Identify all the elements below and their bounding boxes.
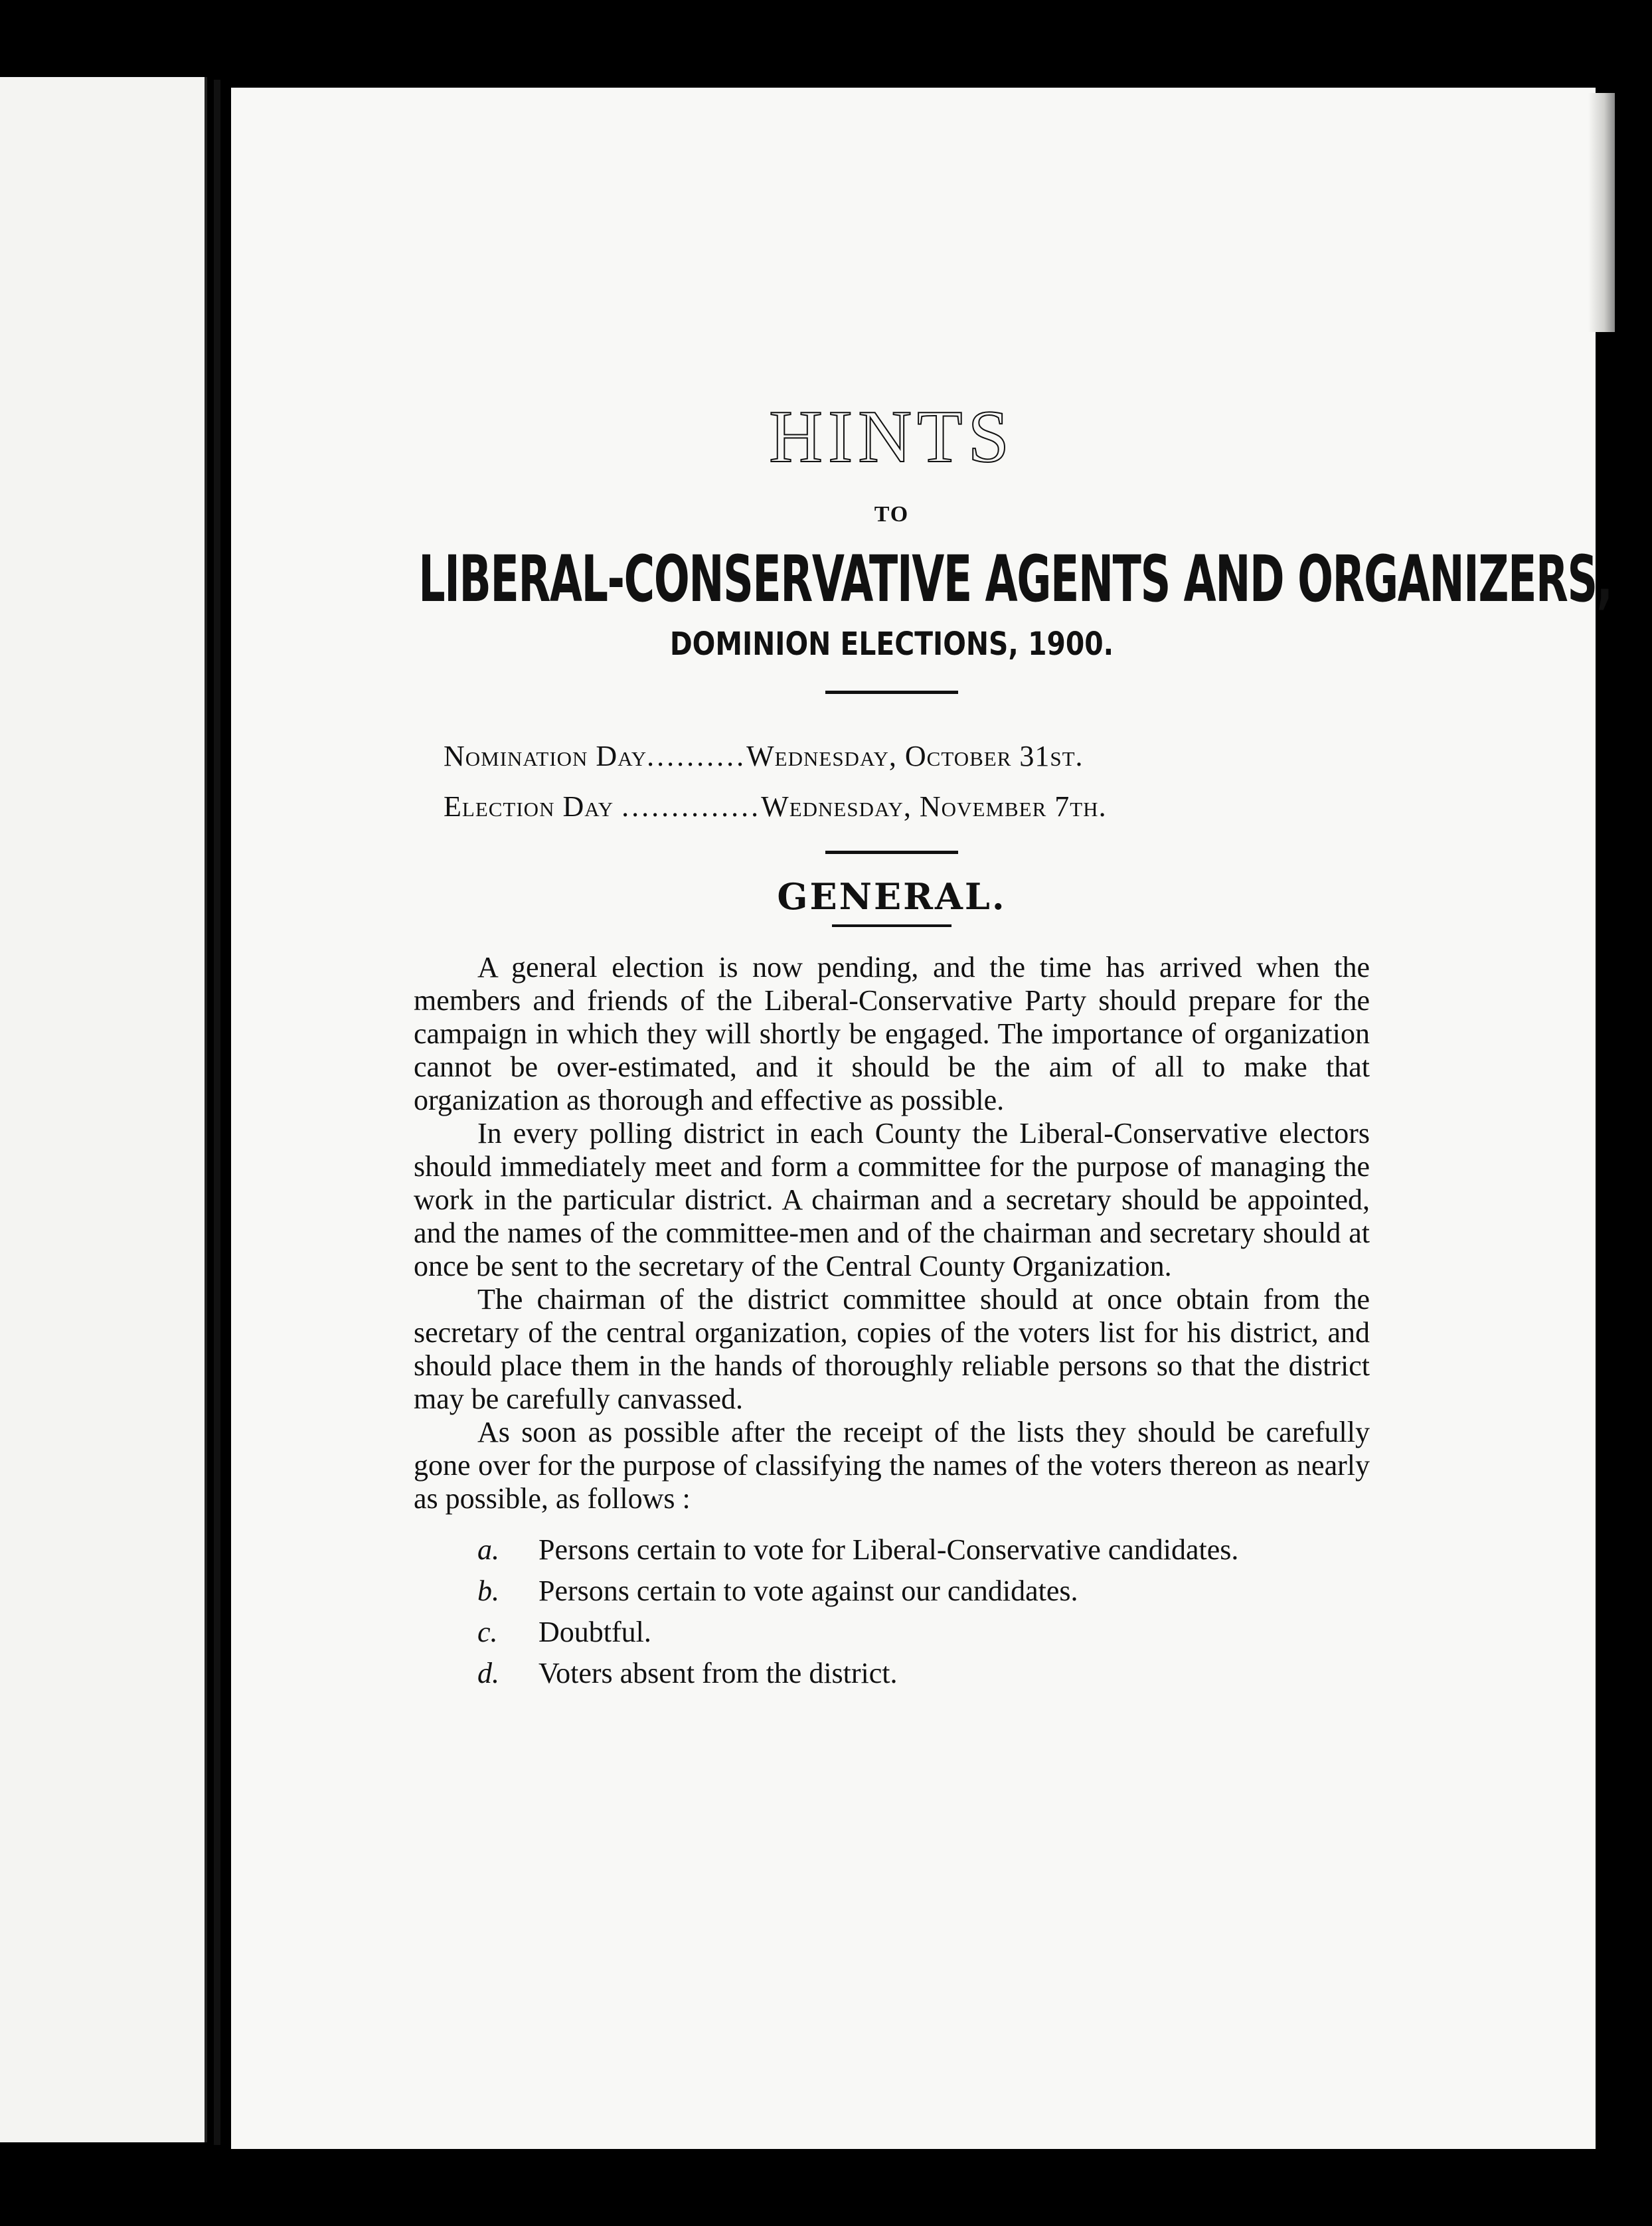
list-letter: a. bbox=[477, 1533, 499, 1566]
document-headline: LIBERAL-CONSERVATIVE AGENTS AND ORGANIZERS, bbox=[418, 542, 1612, 616]
classification-list bbox=[414, 1533, 1370, 1691]
page-content bbox=[414, 396, 1612, 1697]
list-item bbox=[414, 1533, 1370, 1567]
list-item bbox=[414, 1656, 1370, 1691]
list-text: Persons certain to vote for Liberal-Conservative candidates. bbox=[538, 1533, 1239, 1566]
list-item bbox=[414, 1574, 1370, 1608]
paragraph: A general election is now pending, and the time has arrived when the members and friends of the Liberal-Conservative Party should prepare for the campaign in which they will shortly be engaged. The importance of organization cannot be over-estimated, and it should be the aim of all to make that organization as thorough and effective as possible. bbox=[414, 951, 1370, 1116]
list-text: Voters absent from the district. bbox=[538, 1657, 898, 1689]
document-page bbox=[231, 88, 1612, 2149]
date-value: Wednesday, October 31st. bbox=[746, 740, 1084, 772]
list-letter: b. bbox=[477, 1575, 499, 1607]
document-title: HINTS bbox=[769, 396, 1015, 478]
date-label: Nomination Day bbox=[444, 740, 647, 772]
body-text bbox=[414, 951, 1370, 1515]
date-label: Election Day bbox=[444, 790, 614, 823]
list-item bbox=[414, 1615, 1370, 1650]
leader-dots: .............. bbox=[621, 790, 762, 823]
section-heading: GENERAL. bbox=[777, 875, 1007, 918]
paragraph: The chairman of the district committee should at once obtain from the secretary of the central organization, copies of the voters list for his district, and should place them in the hands of thoroughly reliable persons so that the district may be carefully canvassed. bbox=[414, 1283, 1370, 1415]
list-letter: c. bbox=[477, 1616, 498, 1648]
date-value: Wednesday, November 7th. bbox=[761, 790, 1107, 823]
title-connector: TO bbox=[874, 502, 910, 527]
election-dates bbox=[414, 731, 1370, 832]
paragraph: In every polling district in each County the Liberal-Conservative electors should immediately meet and form a committee for the purpose of managing the work in the particular district. A chairman and a secretary should be appointed, and the names of the committee-men and of the chairman and secretary should at once be sent to the secretary of the Central County Organization. bbox=[414, 1117, 1370, 1282]
document-subhead: DOMINION ELECTIONS, 1900. bbox=[669, 626, 1114, 663]
leader-dots: .......... bbox=[647, 740, 747, 772]
nomination-day-row bbox=[444, 731, 1370, 782]
page-edge bbox=[1588, 93, 1615, 332]
list-letter: d. bbox=[477, 1657, 499, 1689]
facing-page bbox=[0, 77, 207, 2142]
heading-underline bbox=[832, 924, 951, 927]
list-text: Persons certain to vote against our candidates. bbox=[538, 1575, 1078, 1607]
binding-gutter bbox=[214, 80, 220, 2145]
list-text: Doubtful. bbox=[538, 1616, 651, 1648]
paragraph: As soon as possible after the receipt of the lists they should be carefully gone over for the purpose of classifying the names of the voters thereon as nearly as possible, as follows : bbox=[414, 1416, 1370, 1515]
election-day-row bbox=[444, 782, 1370, 832]
divider-rule bbox=[825, 851, 958, 854]
divider-rule bbox=[825, 691, 958, 694]
